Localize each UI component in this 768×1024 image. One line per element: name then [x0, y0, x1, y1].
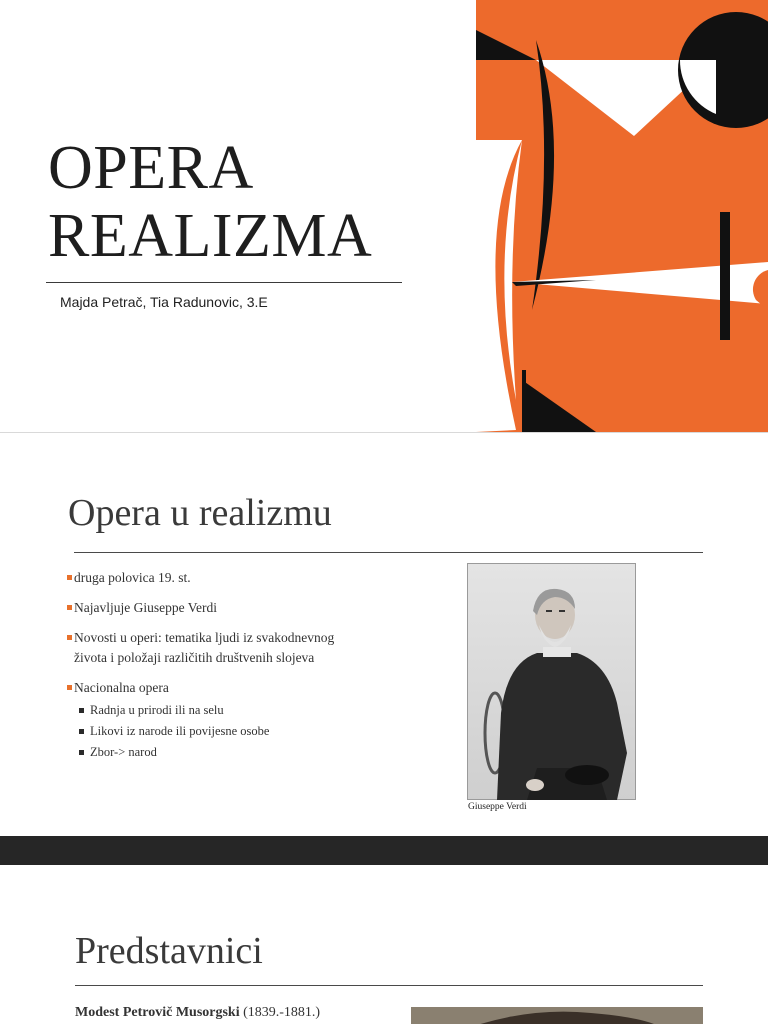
bullet-list — [66, 568, 366, 763]
sub-bullet-item: Zbor-> narod — [66, 742, 366, 763]
composer-entry — [75, 1005, 320, 1021]
verdi-portrait-photo — [467, 563, 636, 800]
title-line-2: REALIZMA — [48, 202, 373, 270]
title-line-1: OPERA — [48, 134, 254, 202]
abstract-cover-artwork — [476, 0, 768, 432]
authors-subtitle: Majda Petrač, Tia Radunovic, 3.E — [60, 294, 268, 310]
composer-name: Modest Petrovič Musorgski — [75, 1005, 240, 1020]
title-underline — [74, 552, 703, 553]
bullet-item: Najavljuje Giuseppe Verdi — [66, 598, 366, 618]
bullet-item: Novosti u operi: tematika ljudi iz svakodnevnog života i položaji različitih društvenih slojeva — [66, 628, 366, 668]
bullet-item: druga polovica 19. st. — [66, 568, 366, 588]
sub-bullet-item: Radnja u prirodi ili na selu — [66, 700, 366, 721]
content-slide-representatives — [0, 865, 768, 1024]
title-underline — [75, 985, 703, 986]
presentation-title — [48, 134, 372, 270]
bullet-item: Nacionalna opera — [66, 678, 366, 698]
title-slide — [0, 0, 768, 432]
slide-title: Opera u realizmu — [68, 492, 332, 534]
title-divider — [46, 282, 402, 283]
sub-bullet-item: Likovi iz narode ili povijesne osobe — [66, 721, 366, 742]
slide-title: Predstavnici — [75, 930, 263, 972]
composer-years: (1839.-1881.) — [243, 1005, 321, 1020]
photo-caption: Giuseppe Verdi — [468, 802, 527, 812]
content-slide-opera-realism — [0, 433, 768, 836]
dark-separator-band — [0, 836, 768, 865]
musorgski-portrait-photo — [411, 1007, 703, 1024]
